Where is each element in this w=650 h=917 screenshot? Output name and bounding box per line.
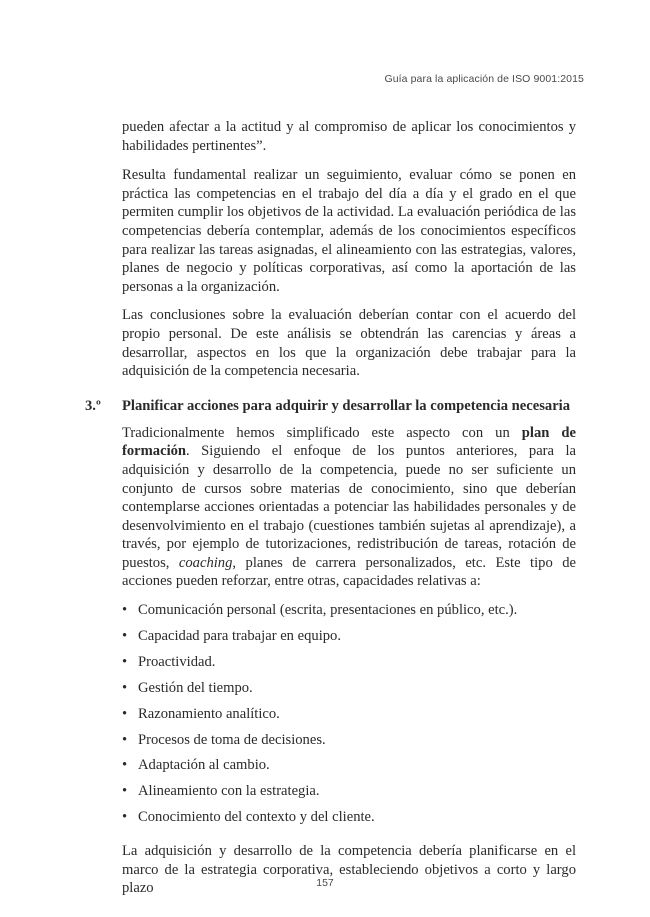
list-item — [122, 627, 576, 653]
list-item-text: Conocimiento del contexto y del cliente. — [138, 809, 375, 826]
list-item — [122, 756, 576, 782]
bullet-icon: • — [122, 757, 128, 774]
list-item — [122, 679, 576, 705]
list-item-text: Comunicación personal (escrita, presentaciones en público, etc.). — [138, 602, 518, 619]
list-item-text: Razonamiento analítico. — [138, 705, 280, 722]
list-item-text: Alineamiento con la estrategia. — [138, 783, 320, 800]
section-title: Planificar acciones para adquirir y desarrollar la competencia necesaria — [122, 397, 571, 414]
page-number: 157 — [316, 877, 334, 889]
bullet-icon: • — [122, 679, 128, 696]
bullet-icon: • — [122, 731, 128, 748]
bullet-icon: • — [122, 653, 128, 670]
page-body — [85, 118, 577, 908]
paragraph-text: , planes de carrera personalizados, etc. Este tipo de acciones pueden reforzar, entre otras, capacidades relativas a: — [122, 554, 577, 590]
italic-term: coaching — [178, 554, 233, 571]
running-header: Guía para la aplicación de ISO 9001:2015 — [384, 73, 584, 85]
list-item-text: Proactividad. — [138, 653, 216, 670]
bullet-icon: • — [122, 809, 128, 826]
capabilities-list — [122, 601, 576, 834]
list-item — [122, 705, 576, 731]
paragraph-continuation: pueden afectar a la actitud y al compromiso de aplicar los conocimientos y habilidades pertinentes”. — [122, 119, 576, 154]
paragraph-text: Tradicionalmente hemos simplificado este aspecto con un — [122, 424, 522, 441]
section-number: 3.º — [85, 397, 101, 414]
paragraph-strategy: La adquisición y desarrollo de la competencia debería planificarse en el marco de la estrategia corporativa, estableciendo objetivos a corto y largo plazo — [122, 843, 576, 897]
paragraph-training-plan — [122, 424, 576, 591]
list-item-text: Capacidad para trabajar en equipo. — [138, 627, 341, 644]
bullet-icon: • — [122, 705, 128, 722]
bullet-icon: • — [122, 627, 128, 644]
bullet-icon: • — [122, 602, 128, 619]
list-item — [122, 601, 576, 627]
list-item — [122, 808, 576, 834]
bold-term: plan de formación — [122, 424, 576, 460]
list-item — [122, 653, 576, 679]
bullet-icon: • — [122, 783, 128, 800]
section-heading — [85, 397, 576, 416]
paragraph-text: . Siguiendo el enfoque de los puntos anteriores, para la adquisición y desarrollo de la competencia, puede no ser suficiente un conjunto de cursos sobre materias de conocimiento, sino que deberían contemplarse acciones orientadas a potenciar las habilidades personales y de desenvolvimiento en el trabajo (cuestiones también sujetas al aprendizaje), a través, por ejemplo de tutorizaciones, redistribución de tareas, rotación de puestos, — [122, 443, 576, 571]
list-item — [122, 782, 576, 808]
list-item-text: Adaptación al cambio. — [138, 757, 270, 774]
list-item-text: Gestión del tiempo. — [138, 679, 253, 696]
list-item-text: Procesos de toma de decisiones. — [138, 731, 326, 748]
list-item — [122, 731, 576, 757]
paragraph-conclusions: Las conclusiones sobre la evaluación deberían contar con el acuerdo del propio personal. De este análisis se obtendrán las carencias y áreas a desarrollar, aspectos en los que la organización debe trabajar para la adquisición de la competencia necesaria. — [122, 307, 576, 380]
paragraph-evaluation: Resulta fundamental realizar un seguimiento, evaluar cómo se ponen en práctica las competencias en el trabajo del día a día y el grado en el que permiten cumplir los objetivos de la actividad. La evaluación periódica de las competencias debería contemplar, además de los conocimientos específicos para realizar las tareas asignadas, el alineamiento con las estrategias, valores, planes de negocio y políticas corporativas, así como la aportación de las personas a la organización. — [122, 167, 576, 295]
